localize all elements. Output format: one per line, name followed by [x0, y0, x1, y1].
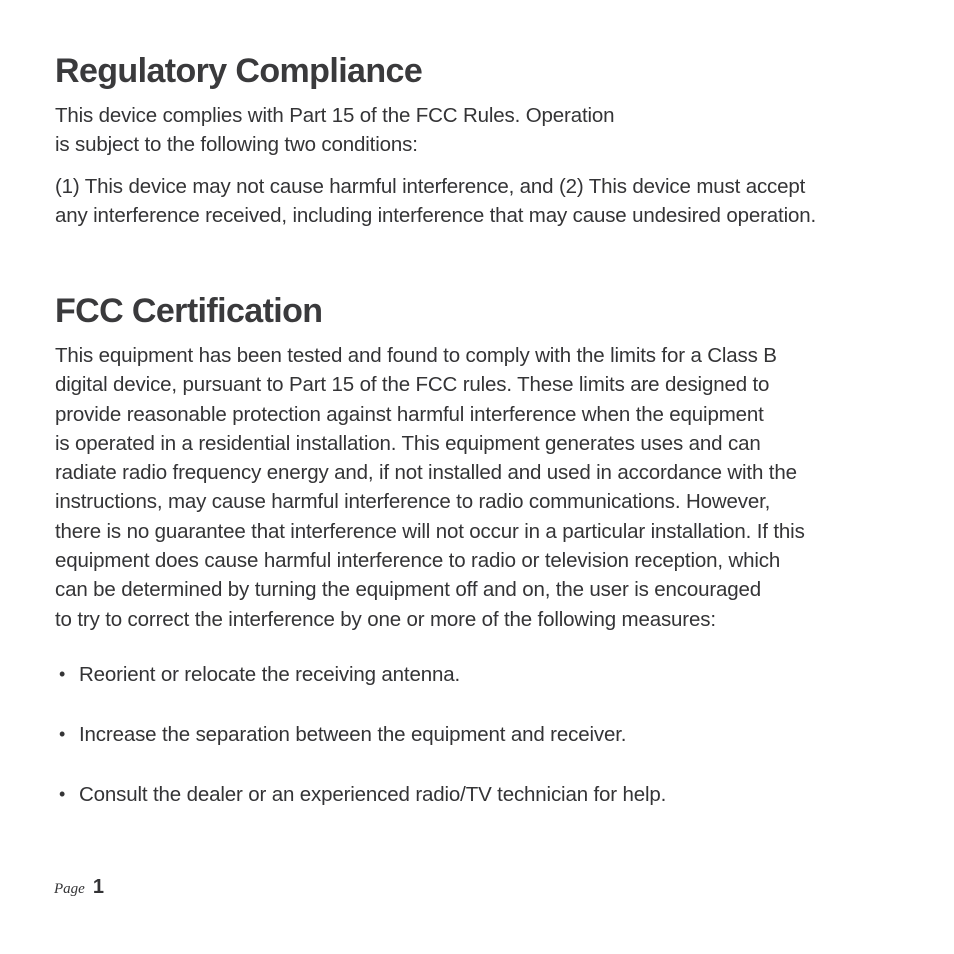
text-line: digital device, pursuant to Part 15 of the FCC rules. These limits are designed to	[55, 373, 770, 397]
text-line: is subject to the following two conditions:	[55, 133, 418, 157]
text-line: radiate radio frequency energy and, if not installed and used in accordance with the	[55, 461, 797, 485]
list-item	[59, 780, 666, 840]
fcc-certification-paragraph	[55, 341, 805, 634]
list-item-text: Consult the dealer or an experienced radio/TV technician for help.	[79, 783, 667, 806]
page-footer	[54, 876, 104, 899]
fcc-certification-heading: FCC Certification	[55, 292, 323, 330]
regulatory-compliance-heading: Regulatory Compliance	[55, 52, 423, 90]
page-label: Page	[54, 881, 85, 897]
text-line: is operated in a residential installation. This equipment generates uses and can	[55, 431, 761, 455]
page-number: 1	[92, 876, 104, 898]
text-line: equipment does cause harmful interference to radio or television reception, which	[55, 549, 781, 573]
text-line: there is no guarantee that interference will not occur in a particular installation. If this	[55, 519, 805, 543]
list-item	[59, 720, 666, 780]
list-item-text: Increase the separation between the equipment and receiver.	[79, 723, 627, 746]
text-line: This equipment has been tested and found to comply with the limits for a Class B	[55, 344, 777, 367]
bullet-icon: •	[59, 784, 66, 804]
text-line: any interference received, including interference that may cause undesired operation.	[55, 204, 817, 228]
list-item	[59, 660, 666, 720]
text-line: (1) This device may not cause harmful interference, and (2) This device must accept	[55, 175, 806, 198]
text-line: This device complies with Part 15 of the FCC Rules. Operation	[55, 104, 615, 127]
measures-list	[59, 660, 666, 840]
regulatory-intro-paragraph	[55, 101, 614, 160]
text-line: instructions, may cause harmful interference to radio communications. However,	[55, 490, 771, 514]
bullet-icon: •	[59, 724, 66, 744]
text-line: to try to correct the interference by one or more of the following measures:	[55, 607, 716, 631]
text-line: can be determined by turning the equipment off and on, the user is encouraged	[55, 578, 762, 602]
text-line: provide reasonable protection against harmful interference when the equipment	[55, 402, 764, 426]
bullet-icon: •	[59, 664, 66, 684]
list-item-text: Reorient or relocate the receiving antenna.	[79, 663, 461, 686]
regulatory-conditions-paragraph	[55, 172, 816, 231]
